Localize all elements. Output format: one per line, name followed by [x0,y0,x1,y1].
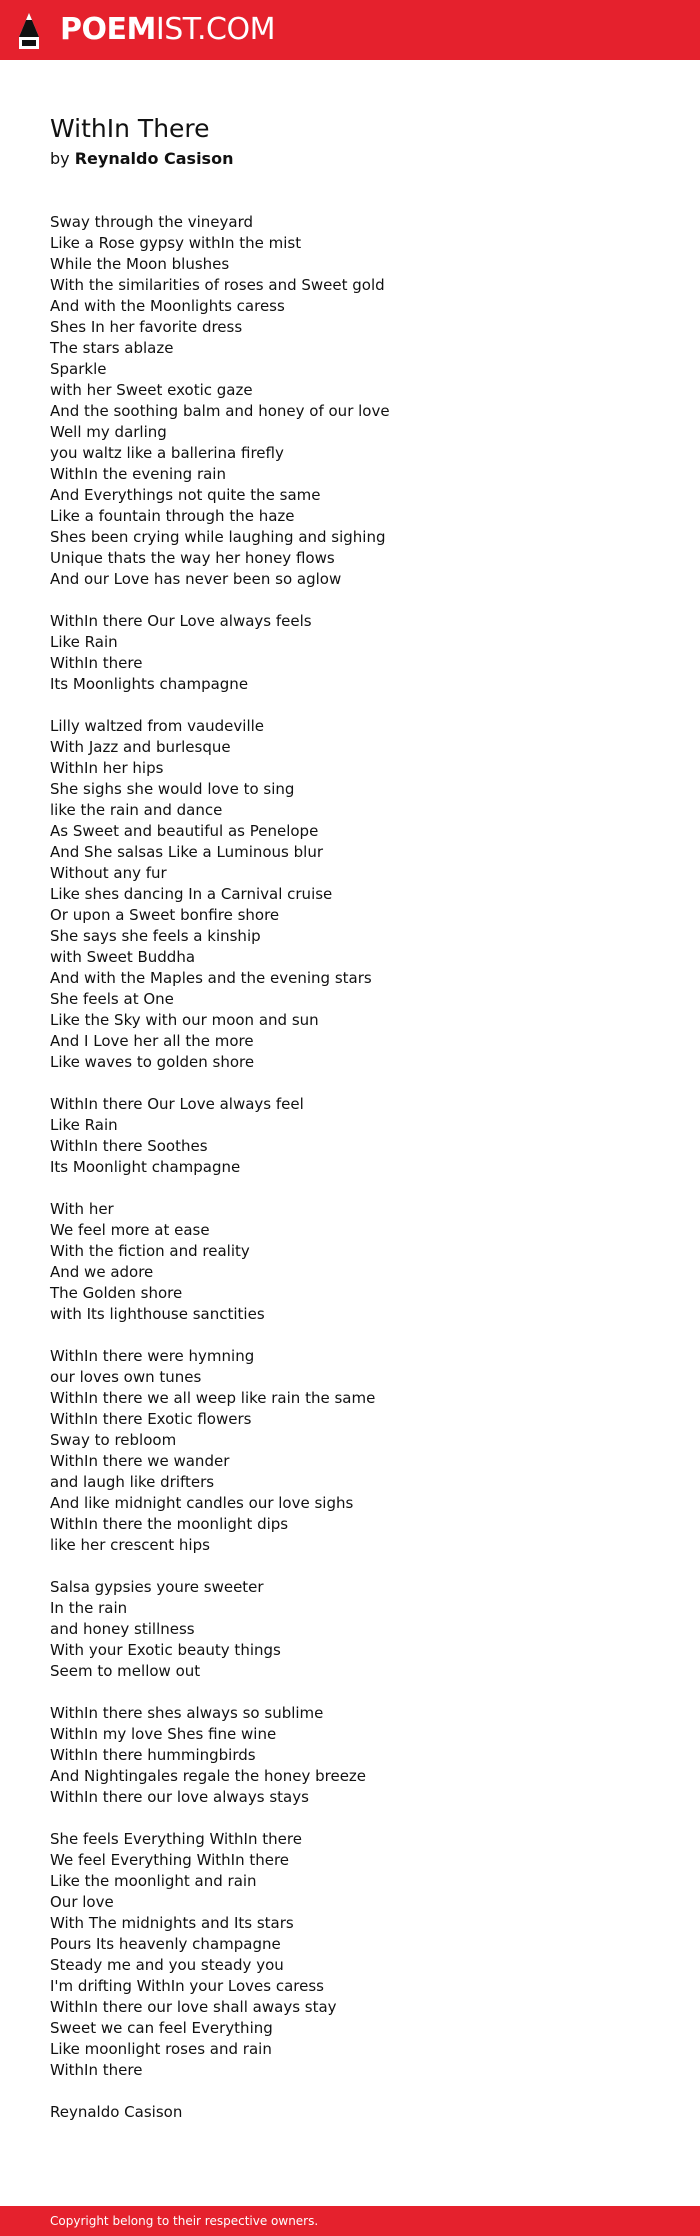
poem-line: WithIn there shes always so sublime [50,1704,324,1722]
poem-line: And with the Maples and the evening stars [50,969,372,987]
poem-line: Without any fur [50,864,167,882]
poem-line: with Its lighthouse sanctities [50,1305,265,1323]
poem-line: Sway to rebloom [50,1431,177,1449]
poem-line: Like moonlight roses and rain [50,2040,272,2058]
poem-line: Our love [50,1893,114,1911]
poem-line: Like Rain [50,633,118,651]
poem-line: With her [50,1200,114,1218]
poem-line: And Everythings not quite the same [50,486,321,504]
poem-line: Sway through the vineyard [50,213,253,231]
poem-stanza [50,1199,650,1325]
poem-stanza [50,1094,650,1178]
poem-line: She sighs she would love to sing [50,780,295,798]
poem-line: WithIn her hips [50,759,164,777]
poem-stanza [50,716,650,1073]
poem-line: Seem to mellow out [50,1662,201,1680]
poem-line: Or upon a Sweet bonfire shore [50,906,280,924]
pencil-icon[interactable] [18,12,40,50]
poem-line: with her Sweet exotic gaze [50,381,253,399]
site-header [0,0,700,60]
logo-bold-text: POEM [60,12,156,47]
poem-line: like her crescent hips [50,1536,210,1554]
poem-line: While the Moon blushes [50,255,230,273]
poem-line: Pours Its heavenly champagne [50,1935,281,1953]
poem-line: With the fiction and reality [50,1242,250,1260]
poem-line: with Sweet Buddha [50,948,196,966]
poem-body [50,212,650,2081]
poem-line: WithIn there Soothes [50,1137,208,1155]
poem-line: Sparkle [50,360,107,378]
poem-line: Like waves to golden shore [50,1053,255,1071]
site-footer [0,2206,700,2236]
poem-line: Its Moonlights champagne [50,675,249,693]
poem-line: I'm drifting WithIn your Loves caress [50,1977,324,1995]
poem-line: And I Love her all the more [50,1032,254,1050]
poem-line: WithIn there [50,2061,143,2079]
poem-line: WithIn there our love shall aways stay [50,1998,337,2016]
poem-line: And with the Moonlights caress [50,297,285,315]
poem-line: With Jazz and burlesque [50,738,231,756]
poem-line: WithIn there [50,654,143,672]
poem-line: We feel more at ease [50,1221,210,1239]
poem-line: Like the Sky with our moon and sun [50,1011,319,1029]
poem-line: Sweet we can feel Everything [50,2019,273,2037]
poem-line: our loves own tunes [50,1368,202,1386]
poem-line: Like a Rose gypsy withIn the mist [50,234,302,252]
poem-line: Like shes dancing In a Carnival cruise [50,885,333,903]
copyright-text: Copyright belong to their respective owners. [50,2214,319,2228]
poem-line: In the rain [50,1599,128,1617]
poem-line: And the soothing balm and honey of our love [50,402,390,420]
poem-line: WithIn my love Shes fine wine [50,1725,277,1743]
poem-article [50,112,650,2123]
logo-light-text: IST.COM [155,12,275,47]
poem-line: With your Exotic beauty things [50,1641,281,1659]
poem-line: Like a fountain through the haze [50,507,295,525]
poem-line: With the similarities of roses and Sweet gold [50,276,385,294]
poem-line: WithIn there were hymning [50,1347,255,1365]
poem-line: She feels Everything WithIn there [50,1830,302,1848]
poem-line: WithIn there the moonlight dips [50,1515,289,1533]
poem-line: And our Love has never been so aglow [50,570,342,588]
poem-line: WithIn there hummingbirds [50,1746,256,1764]
poem-line: you waltz like a ballerina firefly [50,444,284,462]
poem-line: WithIn there Exotic flowers [50,1410,252,1428]
poem-line: WithIn there Our Love always feels [50,612,312,630]
poem-line: WithIn there Our Love always feel [50,1095,304,1113]
poem-stanza [50,1577,650,1682]
poem-line: As Sweet and beautiful as Penelope [50,822,319,840]
poem-line: WithIn the evening rain [50,465,226,483]
poem-line: We feel Everything WithIn there [50,1851,290,1869]
poem-line: Salsa gypsies youre sweeter [50,1578,264,1596]
poem-line: Like the moonlight and rain [50,1872,257,1890]
poem-stanza [50,611,650,695]
poem-line: And we adore [50,1263,154,1281]
poem-line: Well my darling [50,423,167,441]
poem-line: Unique thats the way her honey flows [50,549,335,567]
poem-line: She says she feels a kinship [50,927,261,945]
poem-line: Shes In her favorite dress [50,318,243,336]
poem-line: And like midnight candles our love sighs [50,1494,354,1512]
poem-signature: Reynaldo Casison [50,2103,183,2121]
poem-line: The Golden shore [50,1284,183,1302]
poem-line: The stars ablaze [50,339,174,357]
poem-line: like the rain and dance [50,801,223,819]
poem-line: WithIn there we all weep like rain the same [50,1389,376,1407]
poem-line: And Nightingales regale the honey breeze [50,1767,367,1785]
poem-stanza [50,1346,650,1556]
poem-line: WithIn there our love always stays [50,1788,309,1806]
poem-line: With The midnights and Its stars [50,1914,294,1932]
byline [50,148,650,170]
poem-stanza [50,1703,650,1808]
poem-line: Steady me and you steady you [50,1956,284,1974]
poem-line: She feels at One [50,990,174,1008]
poem-stanza [50,212,650,590]
poem-line: WithIn there we wander [50,1452,230,1470]
poem-line: Its Moonlight champagne [50,1158,241,1176]
by-label: by [50,149,70,168]
site-logo[interactable] [60,10,275,50]
poem-line: Lilly waltzed from vaudeville [50,717,265,735]
author-name[interactable]: Reynaldo Casison [74,149,234,168]
poem-line: Shes been crying while laughing and sighing [50,528,386,546]
poem-line: and honey stillness [50,1620,195,1638]
poem-line: Like Rain [50,1116,118,1134]
poem-line: and laugh like drifters [50,1473,215,1491]
poem-title: WithIn There [50,114,210,143]
poem-stanza [50,1829,650,2081]
poem-line: And She salsas Like a Luminous blur [50,843,323,861]
